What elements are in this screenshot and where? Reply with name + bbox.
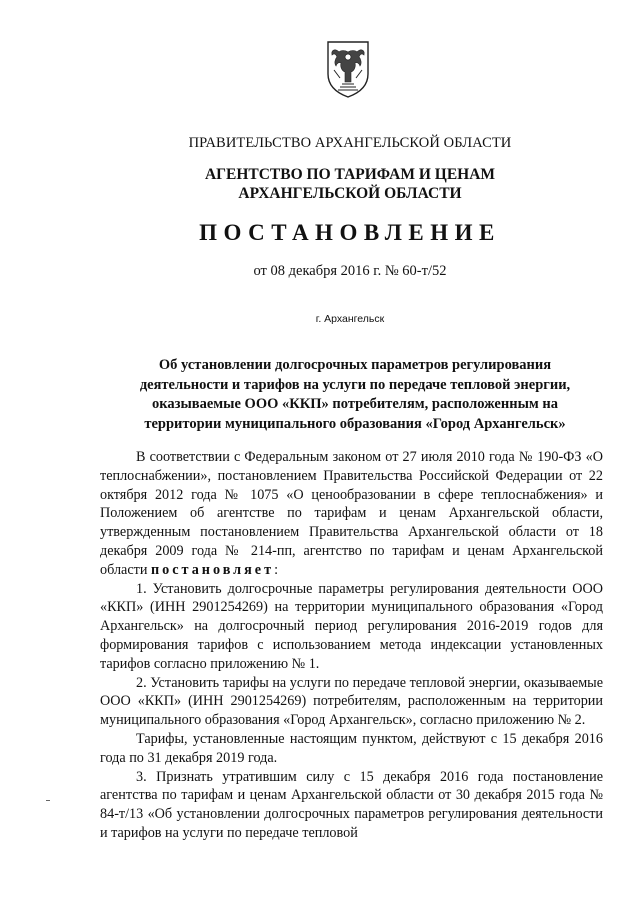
agency-name-line2: АРХАНГЕЛЬСКОЙ ОБЛАСТИ <box>238 185 462 202</box>
resolves-word: постановляет <box>150 561 275 578</box>
document-subject <box>110 356 600 434</box>
agency-name-line1: АГЕНТСТВО ПО ТАРИФАМ И ЦЕНАМ <box>204 166 496 183</box>
item-2-paragraph: 2. Установить тарифы на услуги по передаче тепловой энергии, оказываемые ООО «ККП» (ИНН 2901254269) потребителям, расположенным на территории муниципального образования «Город Архангельск», согласно приложению № 2. <box>100 674 603 729</box>
agency-name <box>95 165 605 203</box>
document-city: г. Архангельск <box>315 313 385 325</box>
preamble-paragraph <box>100 448 603 580</box>
item-3-paragraph: 3. Признать утратившим силу с 15 декабря 2016 года постановление агентства по тарифам и ценам Архангельской области от 30 декабря 2015 года № 84-т/13 «Об установлении долгосрочных параметров регулирования деятельности и тарифов на услуги по передаче тепловой <box>100 768 603 841</box>
subject-line: деятельности и тарифов на услуги по передаче тепловой энергии, <box>139 376 571 393</box>
preamble-text: В соответствии с Федеральным законом от 27 июля 2010 года № 190-ФЗ «О теплоснабжении», постановлением Правительства Российской Федерации от 22 октября 2012 года № 1075 «О ценообразовании в сфере теплоснабжения» и Положением об агентстве по тарифам и ценам Архангельской области, утвержденным постановлением Правительства Архангельской области от 18 декабря 2009 года № 214-пп, агентство по тарифам и ценам Архангельской области <box>100 449 603 578</box>
document-type: ПОСТАНОВЛЕНИЕ <box>199 220 501 245</box>
item-2-note-paragraph: Тарифы, установленные настоящим пунктом, действуют с 15 декабря 2016 года по 31 декабря 2019 года. <box>100 730 603 766</box>
subject-line: оказываемые ООО «ККП» потребителям, расположенным на <box>151 396 558 412</box>
document-date-number: от 08 декабря 2016 г. № 60-т/52 <box>253 263 447 279</box>
resolves-colon: : <box>274 561 279 578</box>
government-name: ПРАВИТЕЛЬСТВО АРХАНГЕЛЬСКОЙ ОБЛАСТИ <box>188 135 512 151</box>
subject-line: территории муниципального образования «Город Архангельск» <box>144 415 566 432</box>
coat-of-arms-icon <box>325 40 371 98</box>
item-1-paragraph: 1. Установить долгосрочные параметры регулирования деятельности ООО «ККП» (ИНН 2901254269) на территории муниципального образования «Город Архангельск» на долгосрочный период регулирования 2016-2019 годов для формирования тарифов с использованием метода индексации установленных тарифов согласно приложению № 1. <box>100 580 603 672</box>
scan-margin-mark <box>46 800 50 801</box>
document-body <box>100 448 603 843</box>
subject-line: Об установлении долгосрочных параметров регулирования <box>158 357 552 373</box>
